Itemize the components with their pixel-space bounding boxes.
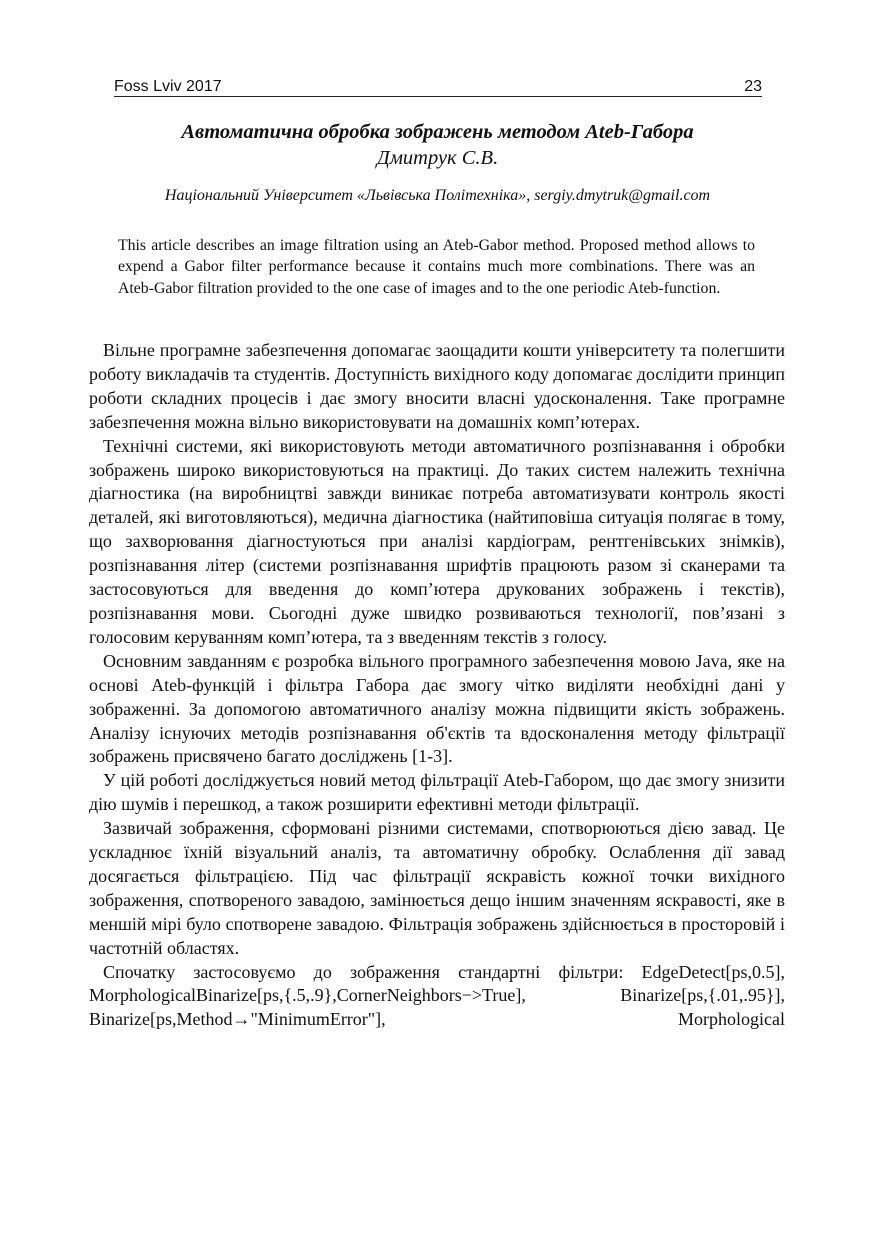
paragraph: Спочатку застосовуємо до зображення стандартні фільтри: EdgeDetect[ps,0.5], MorphologicalBinarize[ps,{.5,.9},CornerNeighbors−>True], Binarize[ps,{.01,.95}], Binarize[ps,Method→"MinimumError"], Morphological bbox=[89, 961, 785, 1030]
running-header bbox=[114, 77, 762, 97]
conference-name: Foss Lviv 2017 bbox=[114, 78, 222, 95]
paragraph: Основним завданням є розробка вільного програмного забезпечення мовою Java, яке на основі Ateb-функцій і фільтра Габора дає змогу чітко виділяти необхідні дані у зображенні. За допомогою автоматичного аналізу можна підвищити якість зображень. Аналізу існуючих методів розпізнавання об'єктів та вдосконалення методу фільтрації зображень присвячено багато досліджень [1-3]. bbox=[89, 650, 785, 767]
author-affiliation: Національний Університет «Львівська Політехніка», sergiy.dmytruk@gmail.com bbox=[164, 187, 711, 204]
paragraph: Зазвичай зображення, сформовані різними системами, спотворюються дією завад. Це ускладнює їхній візуальний аналіз, та автоматичну обробку. Ослаблення дії завад досягається фільтрацією. Під час фільтрації яскравість кожної точки вихідного зображення, спотвореного завадою, замінюється дещо іншим значенням яскравості, яке в меншій мірі було спотворене завадою. Фільтрація зображень здійснюється в просторовій і частотній областях. bbox=[89, 818, 785, 958]
paper-author: Дмитрук С.В. bbox=[376, 147, 499, 169]
paragraph: Вільне програмне забезпечення допомагає заощадити кошти університету та полегшити роботу викладачів та студентів. Доступність вихідного коду допомагає дослідити принцип роботи складних процесів і дає змогу вносити власні удосконалення. Таке програмне забезпечення можна вільно використовувати на домашніх комп’ютерах. bbox=[89, 340, 785, 432]
paragraph: У цій роботі досліджується новий метод фільтрації Ateb-Габором, що дає змогу знизити дію шумів і перешкод, а також розширити ефективні методи фільтрації. bbox=[89, 770, 785, 815]
abstract: This article describes an image filtration using an Ateb-Gabor method. Proposed method allows to expend a Gabor filter performance because it contains much more combinations. There was an Ateb-Gabor filtration provided to the one case of images and to the one periodic Ateb-function. bbox=[118, 237, 755, 297]
page-number: 23 bbox=[744, 78, 762, 95]
paper-title: Автоматична обробка зображень методом Ateb-Габора bbox=[181, 121, 694, 143]
paragraph: Технічні системи, які використовують методи автоматичного розпізнавання і обробки зображень широко використовуються на практиці. До таких систем належить технічна діагностика (на виробництві завжди виникає потреба автоматизувати контроль якості деталей, які виготовляються), медична діагностика (найтиповіша ситуація полягає в тому, що захворювання діагностуються при аналізі кардіограм, рентгенівських знімків), розпізнавання літер (системи розпізнавання шрифтів працюють разом зі сканерами та застосовуються для введення до комп’ютера друкованих зображень і текстів), розпізнавання мови. Сьогодні дуже швидко розвиваються технології, пов’язані з голосовим керуванням комп’ютера, та з введенням текстів з голосу. bbox=[89, 435, 785, 647]
body-text bbox=[89, 339, 785, 1032]
